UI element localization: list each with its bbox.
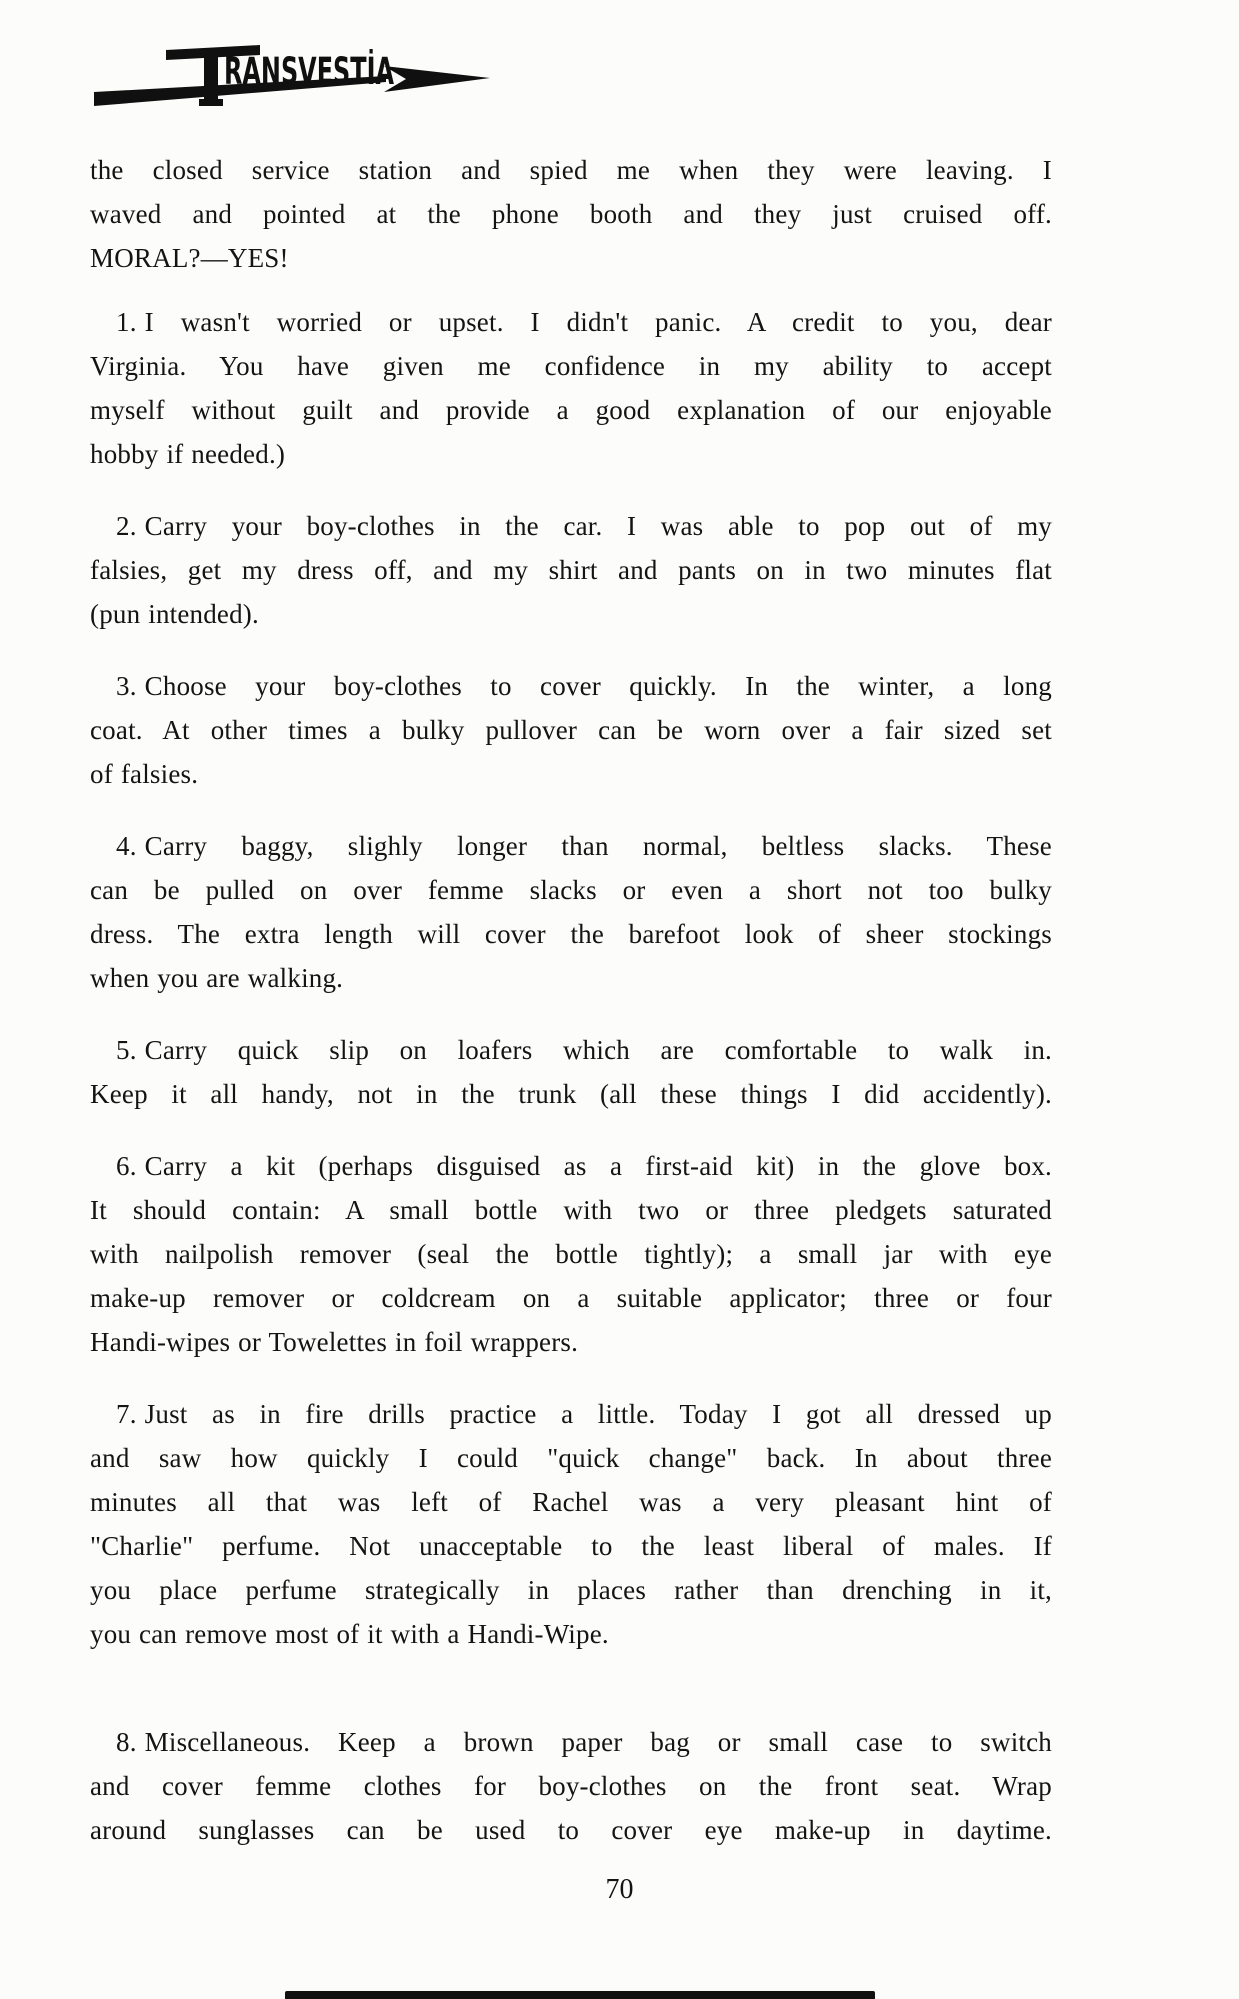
text-line: hobby if needed.) xyxy=(90,439,286,469)
list-item xyxy=(90,1028,1052,1116)
list-item xyxy=(90,664,1052,796)
list-item xyxy=(90,824,1052,1000)
text-line: 3. Choose your boy-clothes to cover quickly. In the winter, a long xyxy=(116,671,1052,701)
text-line: with nailpolish remover (seal the bottle tightly); a small jar with eye xyxy=(90,1239,1052,1269)
text-line: make-up remover or coldcream on a suitable applicator; three or four xyxy=(90,1283,1052,1313)
text-line: you can remove most of it with a Handi-Wipe. xyxy=(90,1619,609,1649)
text-line: can be pulled on over femme slacks or even a short not too bulky xyxy=(90,875,1052,905)
text-line: the closed service station and spied me when they were leaving. I xyxy=(90,155,1052,185)
text-line: Virginia. You have given me confidence in my ability to accept xyxy=(90,351,1052,381)
text-line: 1. I wasn't worried or upset. I didn't panic. A credit to you, dear xyxy=(116,307,1052,337)
text-line: Handi-wipes or Towelettes in foil wrappers. xyxy=(90,1327,579,1357)
text-line: Keep it all handy, not in the trunk (all these things I did accidently). xyxy=(90,1079,1052,1109)
text-line: waved and pointed at the phone booth and they just cruised off. xyxy=(90,199,1052,229)
list-item xyxy=(90,300,1052,476)
text-line: MORAL?—YES! xyxy=(90,243,289,273)
text-line: when you are walking. xyxy=(90,963,344,993)
text-line: 4. Carry baggy, slighly longer than normal, beltless slacks. These xyxy=(116,831,1052,861)
item-number: 6. xyxy=(116,1151,137,1181)
text-line: dress. The extra length will cover the barefoot look of sheer stockings xyxy=(90,919,1052,949)
text-line: myself without guilt and provide a good explanation of our enjoyable xyxy=(90,395,1052,425)
sword-tip-icon xyxy=(384,66,490,92)
item-number: 7. xyxy=(116,1399,137,1429)
list-item xyxy=(90,1144,1052,1364)
text-line: It should contain: A small bottle with two or three pledgets saturated xyxy=(90,1195,1052,1225)
text-line: 2. Carry your boy-clothes in the car. I was able to pop out of my xyxy=(116,511,1052,541)
text-line: and saw how quickly I could "quick change" back. In about three xyxy=(90,1443,1052,1473)
text-line: "Charlie" perfume. Not unacceptable to the least liberal of males. If xyxy=(90,1531,1052,1561)
text-line: minutes all that was left of Rachel was a very pleasant hint of xyxy=(90,1487,1052,1517)
item-number: 3. xyxy=(116,671,137,701)
item-number: 2. xyxy=(116,511,137,541)
text-line: you place perfume strategically in places rather than drenching in it, xyxy=(90,1575,1052,1605)
text-line: coat. At other times a bulky pullover can be worn over a fair sized set xyxy=(90,715,1052,745)
numbered-list xyxy=(90,300,1052,1852)
page-number: 70 xyxy=(605,1874,634,1905)
text-line: 5. Carry quick slip on loafers which are comfortable to walk in. xyxy=(116,1035,1052,1065)
text-line: and cover femme clothes for boy-clothes on the front seat. Wrap xyxy=(90,1771,1052,1801)
text-line: around sunglasses can be used to cover eye make-up in daytime. xyxy=(90,1815,1052,1845)
scan-edge-artifact xyxy=(285,1991,875,1999)
item-number: 5. xyxy=(116,1035,137,1065)
list-item xyxy=(90,1392,1052,1656)
text-line: falsies, get my dress off, and my shirt and pants on in two minutes flat xyxy=(90,555,1052,585)
masthead-letters: RANSVESTİA xyxy=(224,50,487,93)
letter-t-foot xyxy=(199,99,223,106)
paragraph-intro xyxy=(90,148,1052,280)
item-number: 1. xyxy=(116,307,137,337)
item-number: 4. xyxy=(116,831,137,861)
list-item xyxy=(90,504,1052,636)
text-line: (pun intended). xyxy=(90,599,259,629)
page-body-text xyxy=(90,148,1052,1852)
text-line: 6. Carry a kit (perhaps disguised as a first-aid kit) in the glove box. xyxy=(116,1151,1052,1181)
item-number: 8. xyxy=(116,1727,137,1757)
text-line: of falsies. xyxy=(90,759,199,789)
transvestia-masthead-logo xyxy=(86,26,506,118)
text-line: 8. Miscellaneous. Keep a brown paper bag or small case to switch xyxy=(116,1727,1052,1757)
list-item xyxy=(90,1720,1052,1852)
text-line: 7. Just as in fire drills practice a little. Today I got all dressed up xyxy=(116,1399,1052,1429)
